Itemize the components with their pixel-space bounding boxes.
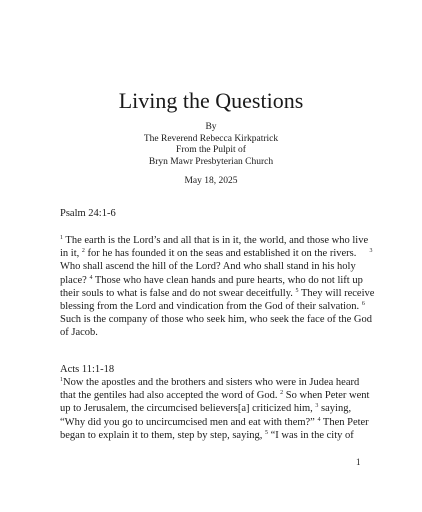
scripture-reference-acts: Acts 11:1-18 bbox=[60, 364, 115, 375]
verse-text: So when Peter went bbox=[283, 390, 370, 402]
verse-text: Then Peter bbox=[320, 416, 369, 428]
verse-number: 3 bbox=[315, 403, 319, 410]
passage-line bbox=[60, 287, 375, 300]
verse-text: Who shall ascend the hill of the Lord? And who shall stand in his holy bbox=[60, 261, 356, 273]
byline-by: By bbox=[205, 122, 217, 132]
verse-number: 1 bbox=[60, 235, 63, 241]
verse-text: They will receive bbox=[298, 287, 375, 299]
verse-number: 5 bbox=[295, 287, 299, 294]
passage-line bbox=[60, 313, 373, 326]
passage-line bbox=[60, 402, 370, 415]
scripture-passage-psalm bbox=[60, 234, 375, 340]
verse-text: saying, bbox=[318, 403, 352, 415]
byline-author: The Reverend Rebecca Kirkpatrick bbox=[143, 133, 279, 144]
verse-number: 5 bbox=[265, 429, 269, 436]
verse-text: their souls to what is false and do not swear deceitfully. bbox=[60, 287, 296, 299]
byline-church: Bryn Mawr Presbyterian Church bbox=[148, 156, 274, 167]
verse-text: place? bbox=[60, 274, 90, 286]
verse-text: Such is the company of those who seek him, who seek the face of the God bbox=[60, 314, 373, 326]
verse-text: up to Jerusalem, the circumcised believers[a] criticized him, bbox=[60, 403, 316, 415]
verse-text: in it, bbox=[60, 248, 82, 260]
sermon-date: May 18, 2025 bbox=[184, 176, 238, 186]
passage-line bbox=[60, 260, 370, 273]
verse-text: of Jacob. bbox=[60, 327, 98, 339]
verse-text: Now the apostles and the brothers and sisters who were in Judea heard bbox=[63, 377, 360, 388]
verse-text: that the gentiles had also accepted the word of God. bbox=[60, 390, 281, 402]
verse-number: 4 bbox=[317, 416, 321, 423]
passage-line bbox=[60, 234, 370, 247]
passage-line bbox=[60, 389, 370, 402]
passage-line bbox=[60, 247, 373, 260]
passage-line bbox=[60, 416, 370, 429]
verse-text: began to explain it to them, step by step, saying, bbox=[60, 429, 266, 441]
verse-text: “I was in the city of bbox=[268, 429, 354, 441]
verse-number: 2 bbox=[81, 248, 85, 255]
passage-line bbox=[60, 376, 370, 389]
sermon-title: Living the Questions bbox=[118, 88, 304, 113]
passage-line bbox=[60, 274, 370, 287]
verse-text: blessing from the Lord and vindication from the God of their salvation. bbox=[60, 300, 362, 312]
passage-line bbox=[60, 326, 370, 339]
byline-pulpit: From the Pulpit of bbox=[176, 145, 246, 156]
passage-line bbox=[60, 300, 370, 313]
byline bbox=[0, 122, 422, 168]
page-number: 1 bbox=[356, 457, 361, 467]
verse-number: 2 bbox=[280, 390, 284, 397]
verse-text: Those who have clean hands and pure hearts, who do not lift up bbox=[92, 274, 363, 286]
verse-number: 1 bbox=[60, 377, 63, 383]
verse-number: 6 bbox=[361, 300, 365, 307]
passage-line bbox=[60, 429, 370, 442]
verse-text: The earth is the Lord’s and all that is in it, the world, and those who live bbox=[63, 235, 369, 246]
verse-text: for he has founded it on the seas and established it on the rivers. bbox=[84, 248, 370, 260]
scripture-reference-psalm: Psalm 24:1-6 bbox=[60, 208, 116, 219]
scripture-passage-acts bbox=[60, 376, 370, 442]
verse-number: 4 bbox=[89, 274, 93, 281]
verse-number: 3 bbox=[369, 248, 373, 255]
verse-text: “Why did you go to uncircumcised men and eat with them?” bbox=[60, 416, 318, 428]
